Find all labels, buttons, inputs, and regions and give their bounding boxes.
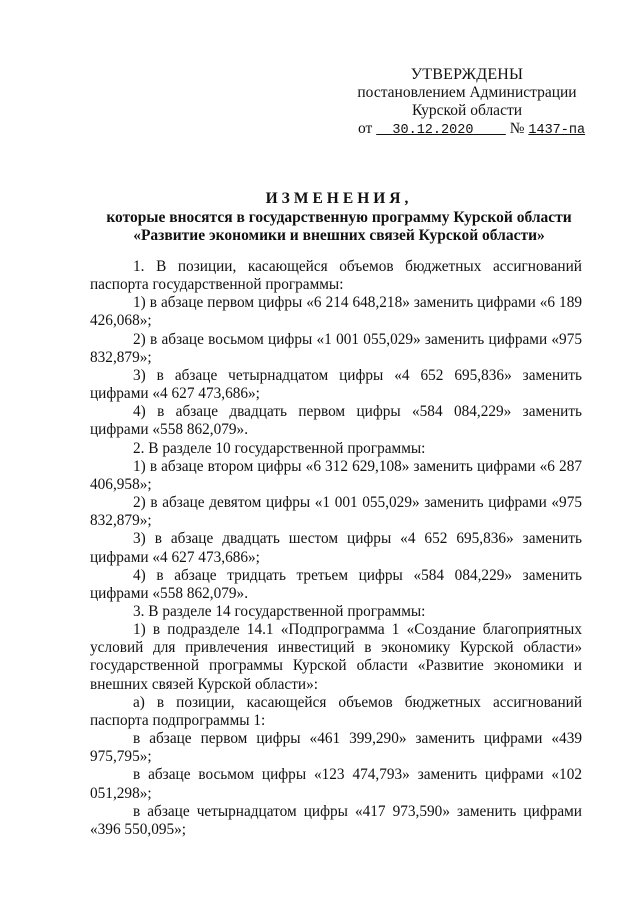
title-line-2: «Развитие экономики и внешних связей Курской области»	[133, 227, 545, 244]
approval-stamp	[352, 66, 586, 140]
document-title	[90, 190, 588, 246]
title-heading: ИЗМЕНЕНИЯ,	[265, 190, 413, 207]
paragraph: в абзаце четырнадцатом цифры «417 973,590» заменить цифрами «396 550,095»;	[90, 802, 582, 838]
document-body	[90, 258, 582, 839]
decree-number: 1437-па	[528, 123, 586, 138]
title-line-1: которые вносятся в государственную программу Курской области	[106, 208, 572, 226]
paragraph: 1) в подразделе 14.1 «Подпрограмма 1 «Создание благоприятных условий для привлечения инвестиций в экономику Курской области» государственной программы Курской области «Развитие экономики и внешних связей Курской области»:	[90, 621, 582, 693]
paragraph: 2. В разделе 10 государственной программы:	[133, 439, 426, 457]
paragraph: 1. В позиции, касающейся объемов бюджетных ассигнований паспорта государственной программы:	[90, 258, 582, 294]
paragraph: в абзаце первом цифры «461 399,290» заменить цифрами «439 975,795»;	[90, 730, 582, 766]
paragraph: 1) в абзаце первом цифры «6 214 648,218» заменить цифрами «6 189 426,068»;	[90, 294, 582, 330]
date-number-line	[352, 120, 586, 140]
approved-heading: УТВЕРЖДЕНЫ	[410, 66, 524, 83]
paragraph: 4) в абзаце тридцать третьем цифры «584 084,229» заменить цифрами «558 862,079».	[90, 566, 582, 602]
paragraph: 3) в абзаце двадцать шестом цифры «4 652 695,836» заменить цифрами «4 627 473,686»;	[90, 530, 582, 566]
paragraph: 3. В разделе 14 государственной программы:	[133, 602, 426, 620]
number-label: №	[509, 120, 525, 137]
paragraph: в абзаце восьмом цифры «123 474,793» заменить цифрами «102 051,298»;	[90, 766, 582, 802]
paragraph: 2) в абзаце восьмом цифры «1 001 055,029» заменить цифрами «975 832,879»;	[90, 330, 582, 366]
paragraph: 3) в абзаце четырнадцатом цифры «4 652 695,836» заменить цифрами «4 627 473,686»;	[90, 366, 582, 403]
paragraph: 2) в абзаце девятом цифры «1 001 055,029» заменить цифрами «975 832,879»;	[90, 494, 582, 530]
from-label: от	[358, 120, 373, 137]
region-line: Курской области	[411, 102, 523, 119]
paragraph: а) в позиции, касающейся объемов бюджетных ассигнований паспорта подпрограммы 1:	[90, 693, 582, 729]
paragraph: 1) в абзаце втором цифры «6 312 629,108» заменить цифрами «6 287 406,958»;	[90, 457, 582, 493]
approved-by-line: постановлением Администрации	[357, 84, 577, 101]
decree-date: 30.12.2020	[392, 123, 474, 138]
paragraph: 4) в абзаце двадцать первом цифры «584 084,229» заменить цифрами «558 862,079».	[90, 403, 582, 439]
